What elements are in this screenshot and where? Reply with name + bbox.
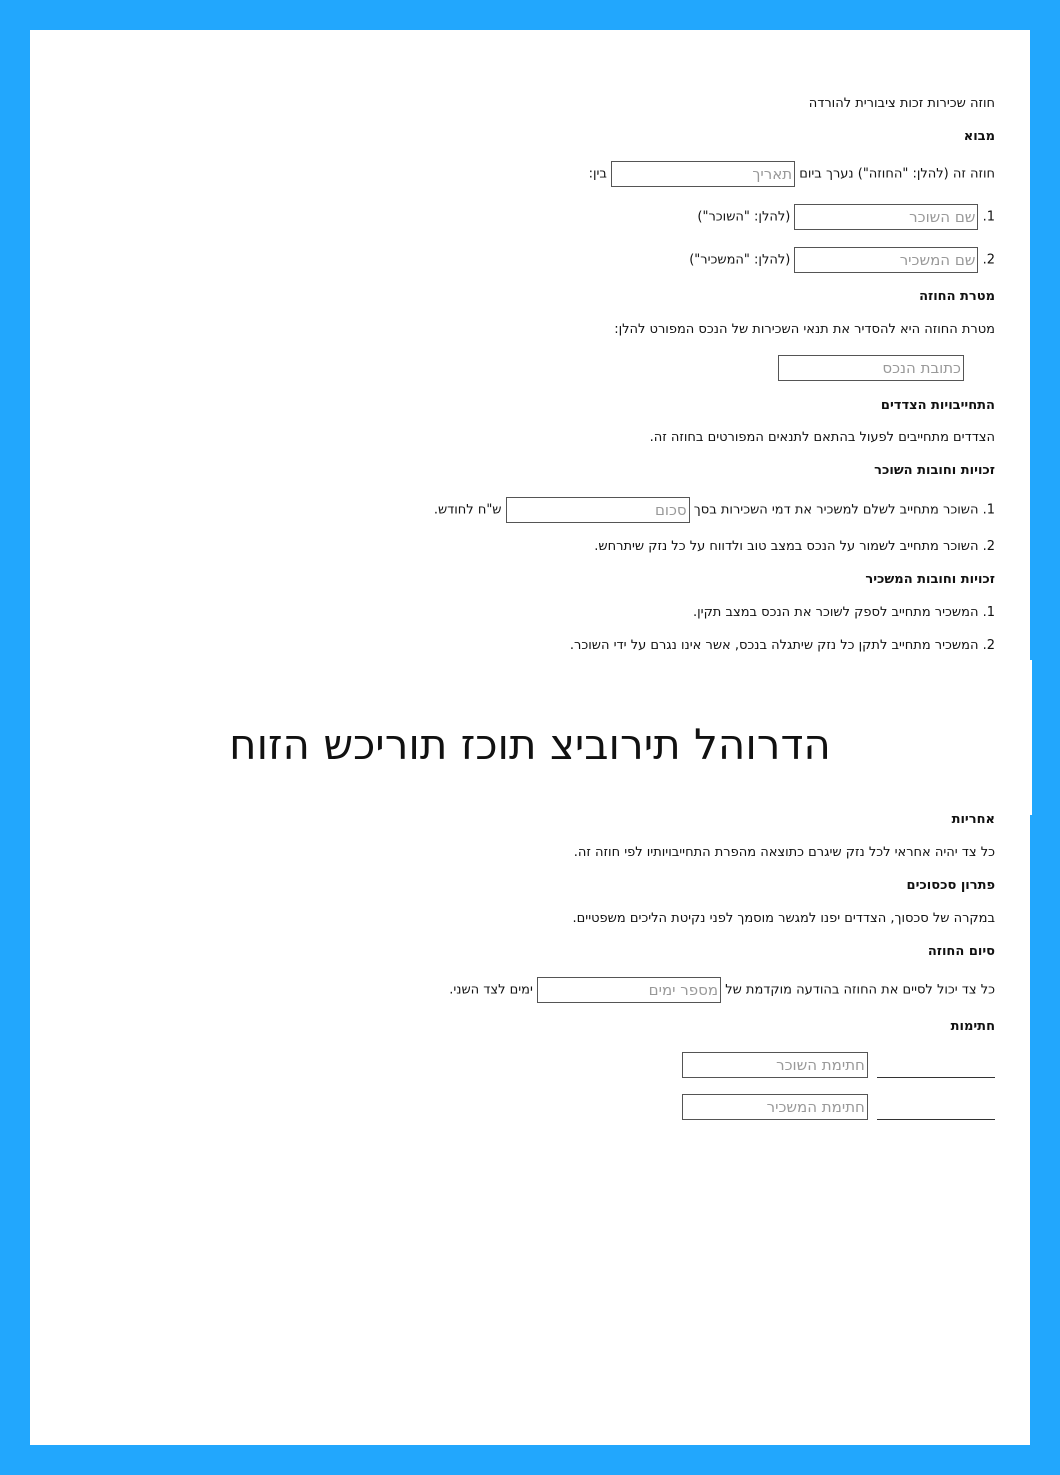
days-input[interactable]: מספר ימים [537,977,721,1003]
amount-input[interactable]: סכום [506,497,690,523]
tenant-item1-after: ש"ח לחודש. [433,502,502,518]
party1-prefix: 1. [982,209,995,225]
liability-heading: אחריות [951,812,995,827]
party1-line [697,204,995,230]
signatures-heading: חתימות [950,1019,995,1034]
termination-line [449,977,995,1003]
landlord-signature-underline [877,1105,995,1120]
obligations-text: הצדדים מתחייבים לפעול בהתאם לתנאים המפורטים בחוזה זה. [649,430,995,445]
date-input[interactable]: תאריך [611,161,795,187]
liability-text: כל צד יהיה אחראי לכל נזק שיגרם כתוצאה מהפרת התחייבויותיו לפי חוזה זה. [573,845,995,860]
address-line [778,355,964,381]
landlord-heading: זכויות וחובות המשכיר [865,572,995,587]
tenant-name-input[interactable]: שם השוכר [794,204,978,230]
tenant-item-2: 2. השוכר מתחייב לשמור על הנכס במצב טוב ולדווח על כל נזק שיתרחש. [594,539,995,554]
tenant-signature-row [682,1052,995,1078]
landlord-signature-row [682,1094,995,1120]
tenant-signature-input[interactable]: חתימת השוכר [682,1052,868,1078]
document-title: חוזה שכירות זכות ציבורית להורדה [808,96,995,111]
property-address-input[interactable]: כתובת הנכס [778,355,964,381]
intro-heading: מבוא [963,129,995,144]
intro-text-after: בין: [588,166,607,182]
tenant-signature-underline [877,1063,995,1078]
disputes-heading: פתרון סכסוכים [906,878,995,893]
party2-line [689,247,995,273]
termination-heading: סיום החוזה [927,944,995,959]
landlord-item-1: 1. המשכיר מתחייב לספק לשוכר את הנכס במצב תקין. [692,605,995,620]
tenant-item-1 [434,497,995,523]
disputes-text: במקרה של סכסוך, הצדדים יפנו למגשר מוסמך לפני נקיטת הליכים משפטיים. [572,911,995,926]
party1-suffix: (להלן: "השוכר") [697,209,791,225]
party2-suffix: (להלן: "המשכיר") [689,252,791,268]
termination-before: כל צד יכול לסיים את החוזה בהודעה מוקדמת של [725,982,995,998]
tenant-item1-before: 1. השוכר מתחייב לשלם למשכיר את דמי השכירות בסך [693,502,995,518]
intro-text-before: חוזה זה (להלן: "החוזה") נערך ביום [799,166,995,182]
intro-line [589,161,995,187]
landlord-name-input[interactable]: שם המשכיר [794,247,978,273]
party2-prefix: 2. [982,252,995,268]
purpose-heading: מטרת החוזה [919,289,995,304]
purpose-text: מטרת החוזה היא להסדיר את תנאי השכירות של הנכס המפורט להלן: [614,322,995,337]
tenant-heading: זכויות וחובות השוכר [874,463,995,478]
obligations-heading: התחייבויות הצדדים [880,398,995,413]
termination-after: ימים לצד השני. [449,982,533,998]
landlord-item-2: 2. המשכיר מתחייב לתקן כל נזק שיתגלה בנכס, אשר אינו נגרם על ידי השוכר. [569,638,995,653]
landlord-signature-input[interactable]: חתימת המשכיר [682,1094,868,1120]
big-mirrored-title: הדרוהל תירוביצ תוכז תוריכש הזוח [229,720,831,769]
